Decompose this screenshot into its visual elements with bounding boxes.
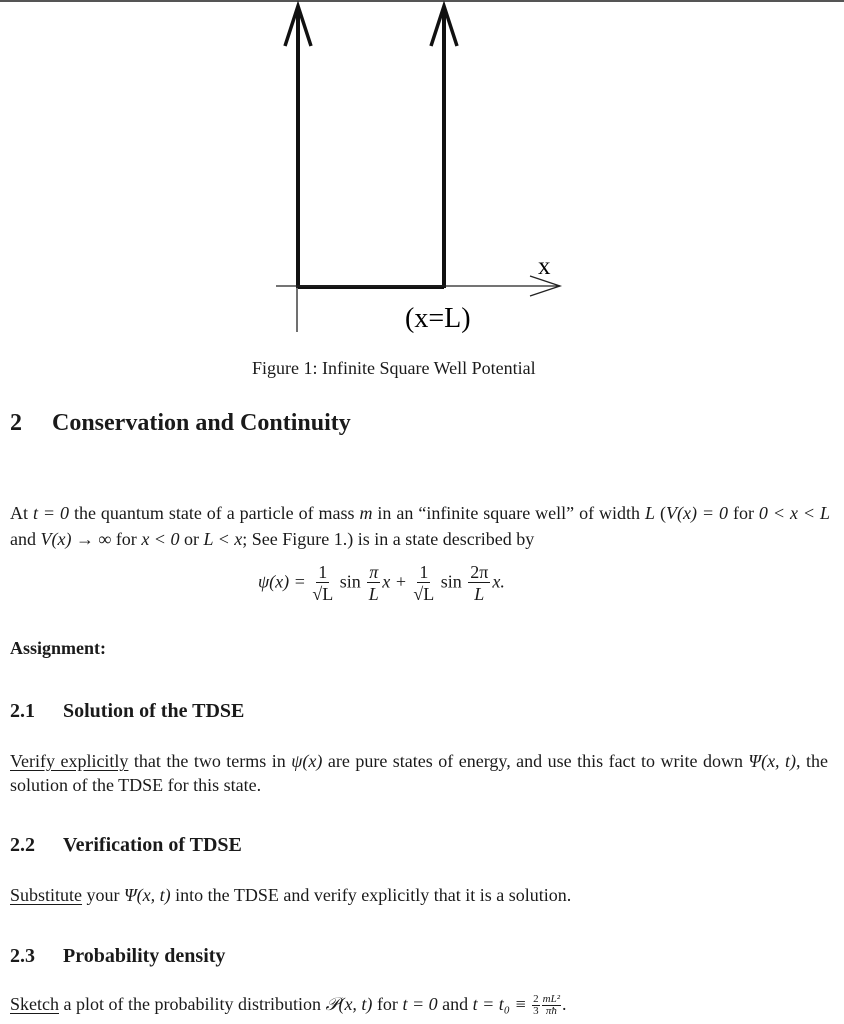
subsection-heading-2-2: 2.2 Verification of TDSE [10, 834, 242, 856]
potential-well-figure [0, 0, 844, 340]
intro-paragraph: At t = 0 the quantum state of a particle of mass m in an “infinite square well” of width L (V(x) = 0 for 0 < x < L and V(x) → ∞ for x < 0 or L < x; See Figure 1.) is in a state described by [10, 503, 831, 549]
x-axis-label: x [538, 253, 551, 280]
subsection-body-2-1: Verify explicitly that the two terms in ψ(x) are pure states of energy, and use this fact to write down Ψ(x, t), the solution of the TDSE for this state. [10, 751, 828, 795]
substitute-word: Substitute [10, 885, 83, 905]
wavefunction-equation: ψ(x) = $\frac{1}{√L}$ sin $\frac{\pi}{L}$ x + $\frac{1}{√L}$ sin $\frac{2\pi}{L}$ x. [258, 562, 505, 604]
two-thirds-fraction: $\frac{2}{3}$ [533, 993, 539, 1018]
subsection-body-2-3: Sketch a plot of the probability distribution 𝒫(x, t) for t = 0 and t = t₀ ≡ $\frac{2}{3}$ $\frac{\text{mL²}}{\pi ħ}$ . [10, 993, 567, 1018]
subsection-heading-2-1: 2.1 Solution of the TDSE [10, 700, 245, 722]
figure-caption: Figure 1: Infinite Square Well Potential [252, 358, 536, 378]
section-number: 2 [10, 410, 22, 436]
boundary-label: (x=L) [405, 303, 471, 334]
sketch-word: Sketch [10, 994, 59, 1014]
subsection-heading-2-3: 2.3 Probability density [10, 945, 226, 967]
ml2-over-pih-fraction: $\frac{\text{mL²}}{\pi ħ}$ [542, 993, 561, 1018]
section-heading [10, 410, 351, 437]
verify-explicitly-word: Verify explicitly [10, 751, 129, 771]
subsection-body-2-2: Substitute your Ψ(x, t) into the TDSE and verify explicitly that it is a solution. [10, 885, 572, 905]
assignment-label: Assignment: [10, 638, 107, 658]
section-title: Conservation and Continuity [52, 410, 351, 436]
